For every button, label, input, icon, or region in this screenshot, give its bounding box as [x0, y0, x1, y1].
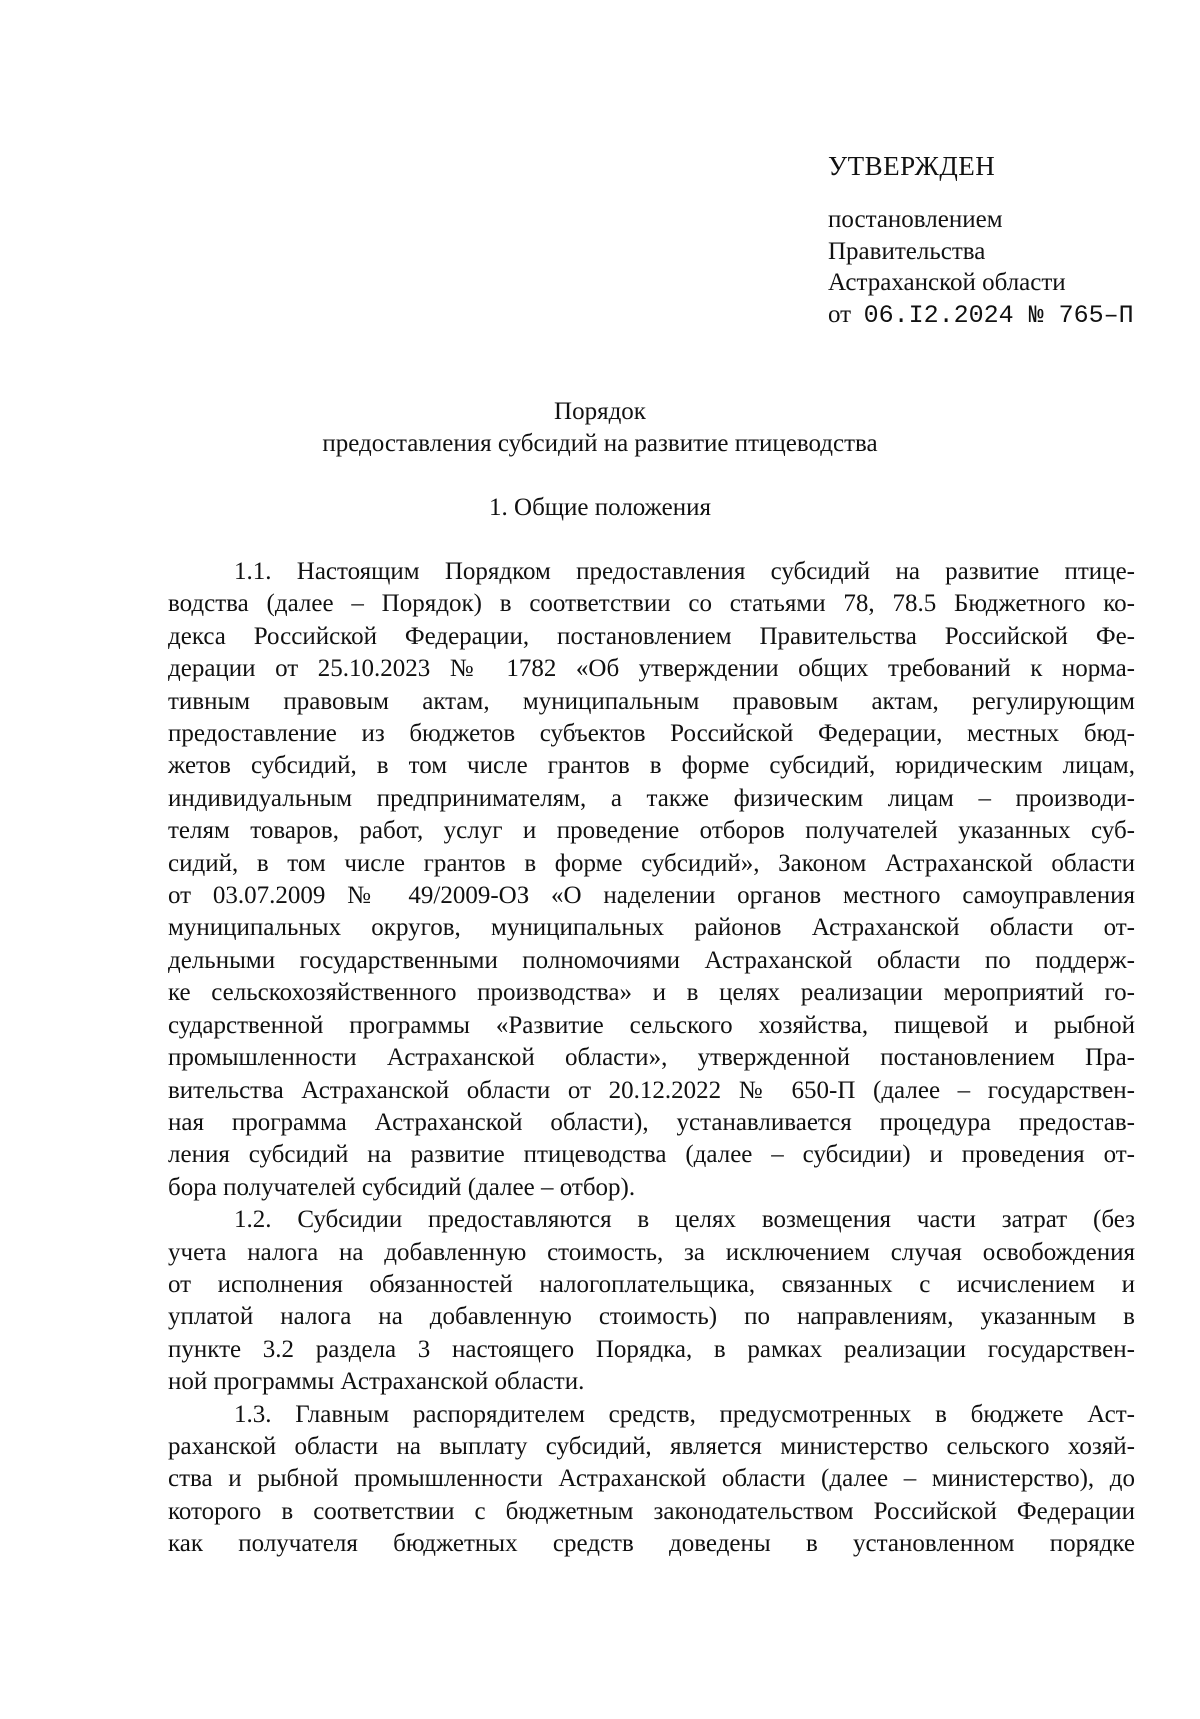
- body-line: как получателя бюджетных средств доведены в установленном порядке: [168, 1530, 1135, 1558]
- body-line: от 03.07.2009 № 49/2009-ОЗ «О наделении органов местного самоуправления: [168, 882, 1135, 910]
- approval-block: [828, 150, 1168, 331]
- body-line: ства и рыбной промышленности Астраханской области (далее – министерство), до: [168, 1465, 1135, 1493]
- body-line: тивным правовым актам, муниципальным правовым актам, регулирующим: [168, 687, 1135, 715]
- body-line: дерации от 25.10.2023 № 1782 «Об утверждении общих требований к норма-: [168, 655, 1135, 683]
- body-text: [168, 556, 1135, 1561]
- section-heading: 1. Общие положения: [489, 494, 711, 521]
- body-line: индивидуальным предпринимателям, а также физическим лицам – производи-: [168, 784, 1135, 812]
- approval-date-line: [828, 299, 1168, 332]
- document-title-line-2: предоставления субсидий на развитие птицеводства: [322, 430, 878, 457]
- body-line: декса Российской Федерации, постановлением Правительства Российской Фе-: [168, 622, 1135, 650]
- body-line: муниципальных округов, муниципальных районов Астраханской области от-: [168, 914, 1135, 942]
- body-line: водства (далее – Порядок) в соответствии со статьями 78, 78.5 Бюджетного ко-: [168, 590, 1135, 618]
- body-line: учета налога на добавленную стоимость, за исключением случая освобождения: [168, 1238, 1135, 1266]
- body-line: 1.3. Главным распорядителем средств, предусмотренных в бюджете Аст-: [234, 1400, 1135, 1428]
- body-line: уплатой налога на добавленную стоимость) по направлениям, указанным в: [168, 1303, 1135, 1331]
- body-line: предоставление из бюджетов субъектов Российской Федерации, местных бюд-: [168, 720, 1135, 748]
- approval-date-prefix: от: [828, 300, 852, 328]
- document-title-line-1: Порядок: [554, 398, 646, 425]
- body-line: которого в соответствии с бюджетным законодательством Российской Федерации: [168, 1497, 1135, 1525]
- body-line: бора получателей субсидий (далее – отбор).: [168, 1173, 636, 1201]
- body-line: ная программа Астраханской области), устанавливается процедура предостав-: [168, 1108, 1135, 1136]
- body-line: ке сельскохозяйственного производства» и в целях реализации мероприятий го-: [168, 979, 1135, 1007]
- approval-line-region: Астраханской области: [828, 269, 1066, 296]
- body-line: 1.1. Настоящим Порядком предоставления субсидий на развитие птице-: [234, 558, 1135, 585]
- body-line: вительства Астраханской области от 20.12.2022 № 650-П (далее – государствен-: [168, 1076, 1135, 1104]
- body-line: сидий, в том числе грантов в форме субсидий», Законом Астраханской области: [168, 849, 1135, 877]
- body-line: дельными государственными полномочиями Астраханской области по поддерж-: [168, 946, 1135, 974]
- body-line: телям товаров, работ, услуг и проведение отборов получателей указанных суб-: [168, 817, 1135, 845]
- body-line: от исполнения обязанностей налогоплательщика, связанных с исчислением и: [168, 1270, 1135, 1298]
- approval-line-resolution: постановлением: [828, 206, 1003, 233]
- approval-date-stamp: 06.I2.2024 № 765–П: [863, 300, 1134, 330]
- body-line: раханской области на выплату субсидий, является министерство сельского хозяй-: [168, 1432, 1135, 1460]
- body-line: сударственной программы «Развитие сельского хозяйства, пищевой и рыбной: [168, 1011, 1135, 1039]
- body-line: ления субсидий на развитие птицеводства (далее – субсидии) и проведения от-: [168, 1141, 1135, 1169]
- body-line: 1.2. Субсидии предоставляются в целях возмещения части затрат (без: [234, 1206, 1135, 1234]
- body-line: жетов субсидий, в том числе грантов в форме субсидий, юридическим лицам,: [168, 752, 1135, 780]
- document-title: [0, 396, 1200, 460]
- approval-title: УТВЕРЖДЕН: [828, 151, 996, 181]
- approval-line-government: Правительства: [828, 237, 986, 265]
- body-line: пункте 3.2 раздела 3 настоящего Порядка, в рамках реализации государствен-: [168, 1335, 1135, 1363]
- body-line: промышленности Астраханской области», утвержденной постановлением Пра-: [168, 1044, 1135, 1072]
- body-line: ной программы Астраханской области.: [168, 1368, 585, 1396]
